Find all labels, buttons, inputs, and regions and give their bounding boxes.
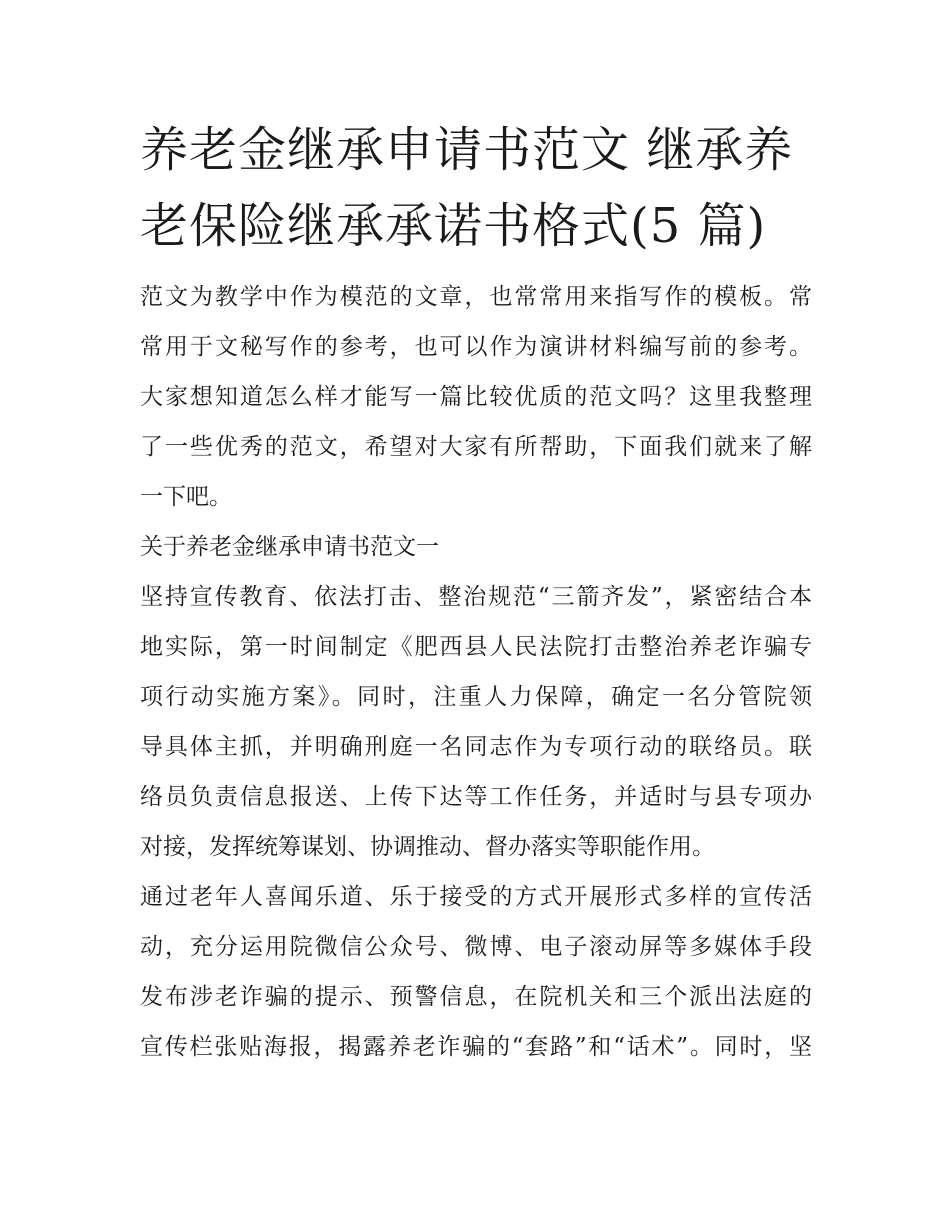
text-line: 大家想知道怎么样才能写一篇比较优质的范文吗？这里我整理 (140, 384, 812, 410)
text-line: 坚持宣传教育、依法打击、整治规范“三箭齐发”，紧密结合本 (140, 584, 812, 610)
text-line: 了一些优秀的范文，希望对大家有所帮助，下面我们就来了解 (140, 434, 812, 460)
title-line: 老保险继承承诺书格式(5 篇) (140, 198, 767, 254)
intro-paragraph (140, 272, 812, 522)
text-line: 发布涉老诈骗的提示、预警信息，在院机关和三个派出法庭的 (140, 984, 812, 1010)
text-line: 项行动实施方案》。同时，注重人力保障，确定一名分管院领 (140, 684, 812, 710)
body-paragraph-1 (140, 572, 812, 872)
text-line: 一下吧。 (140, 484, 232, 510)
text-line: 动，充分运用院微信公众号、微博、电子滚动屏等多媒体手段 (140, 934, 812, 960)
text-line: 地实际，第一时间制定《肥西县人民法院打击整治养老诈骗专 (140, 634, 812, 660)
text-line: 导具体主抓，并明确刑庭一名同志作为专项行动的联络员。联 (140, 734, 812, 760)
document-body (140, 272, 812, 1072)
document-page (140, 112, 812, 1072)
text-line: 通过老年人喜闻乐道、乐于接受的方式开展形式多样的宣传活 (140, 884, 812, 910)
text-line: 对接，发挥统筹谋划、协调推动、督办落实等职能作用。 (140, 834, 715, 860)
text-line: 范文为教学中作为模范的文章，也常常用来指写作的模板。常 (140, 284, 812, 310)
text-line: 常用于文秘写作的参考，也可以作为演讲材料编写前的参考。 (140, 334, 812, 360)
text-line: 络员负责信息报送、上传下达等工作任务，并适时与县专项办 (140, 784, 812, 810)
body-paragraph-2 (140, 872, 812, 1072)
text-line: 宣传栏张贴海报，揭露养老诈骗的“套路”和“话术”。同时，坚 (140, 1034, 812, 1060)
section-heading: 关于养老金继承申请书范文一 (140, 534, 439, 560)
document-title (140, 112, 812, 264)
title-line: 养老金继承申请书范文 继承养 (140, 122, 794, 178)
